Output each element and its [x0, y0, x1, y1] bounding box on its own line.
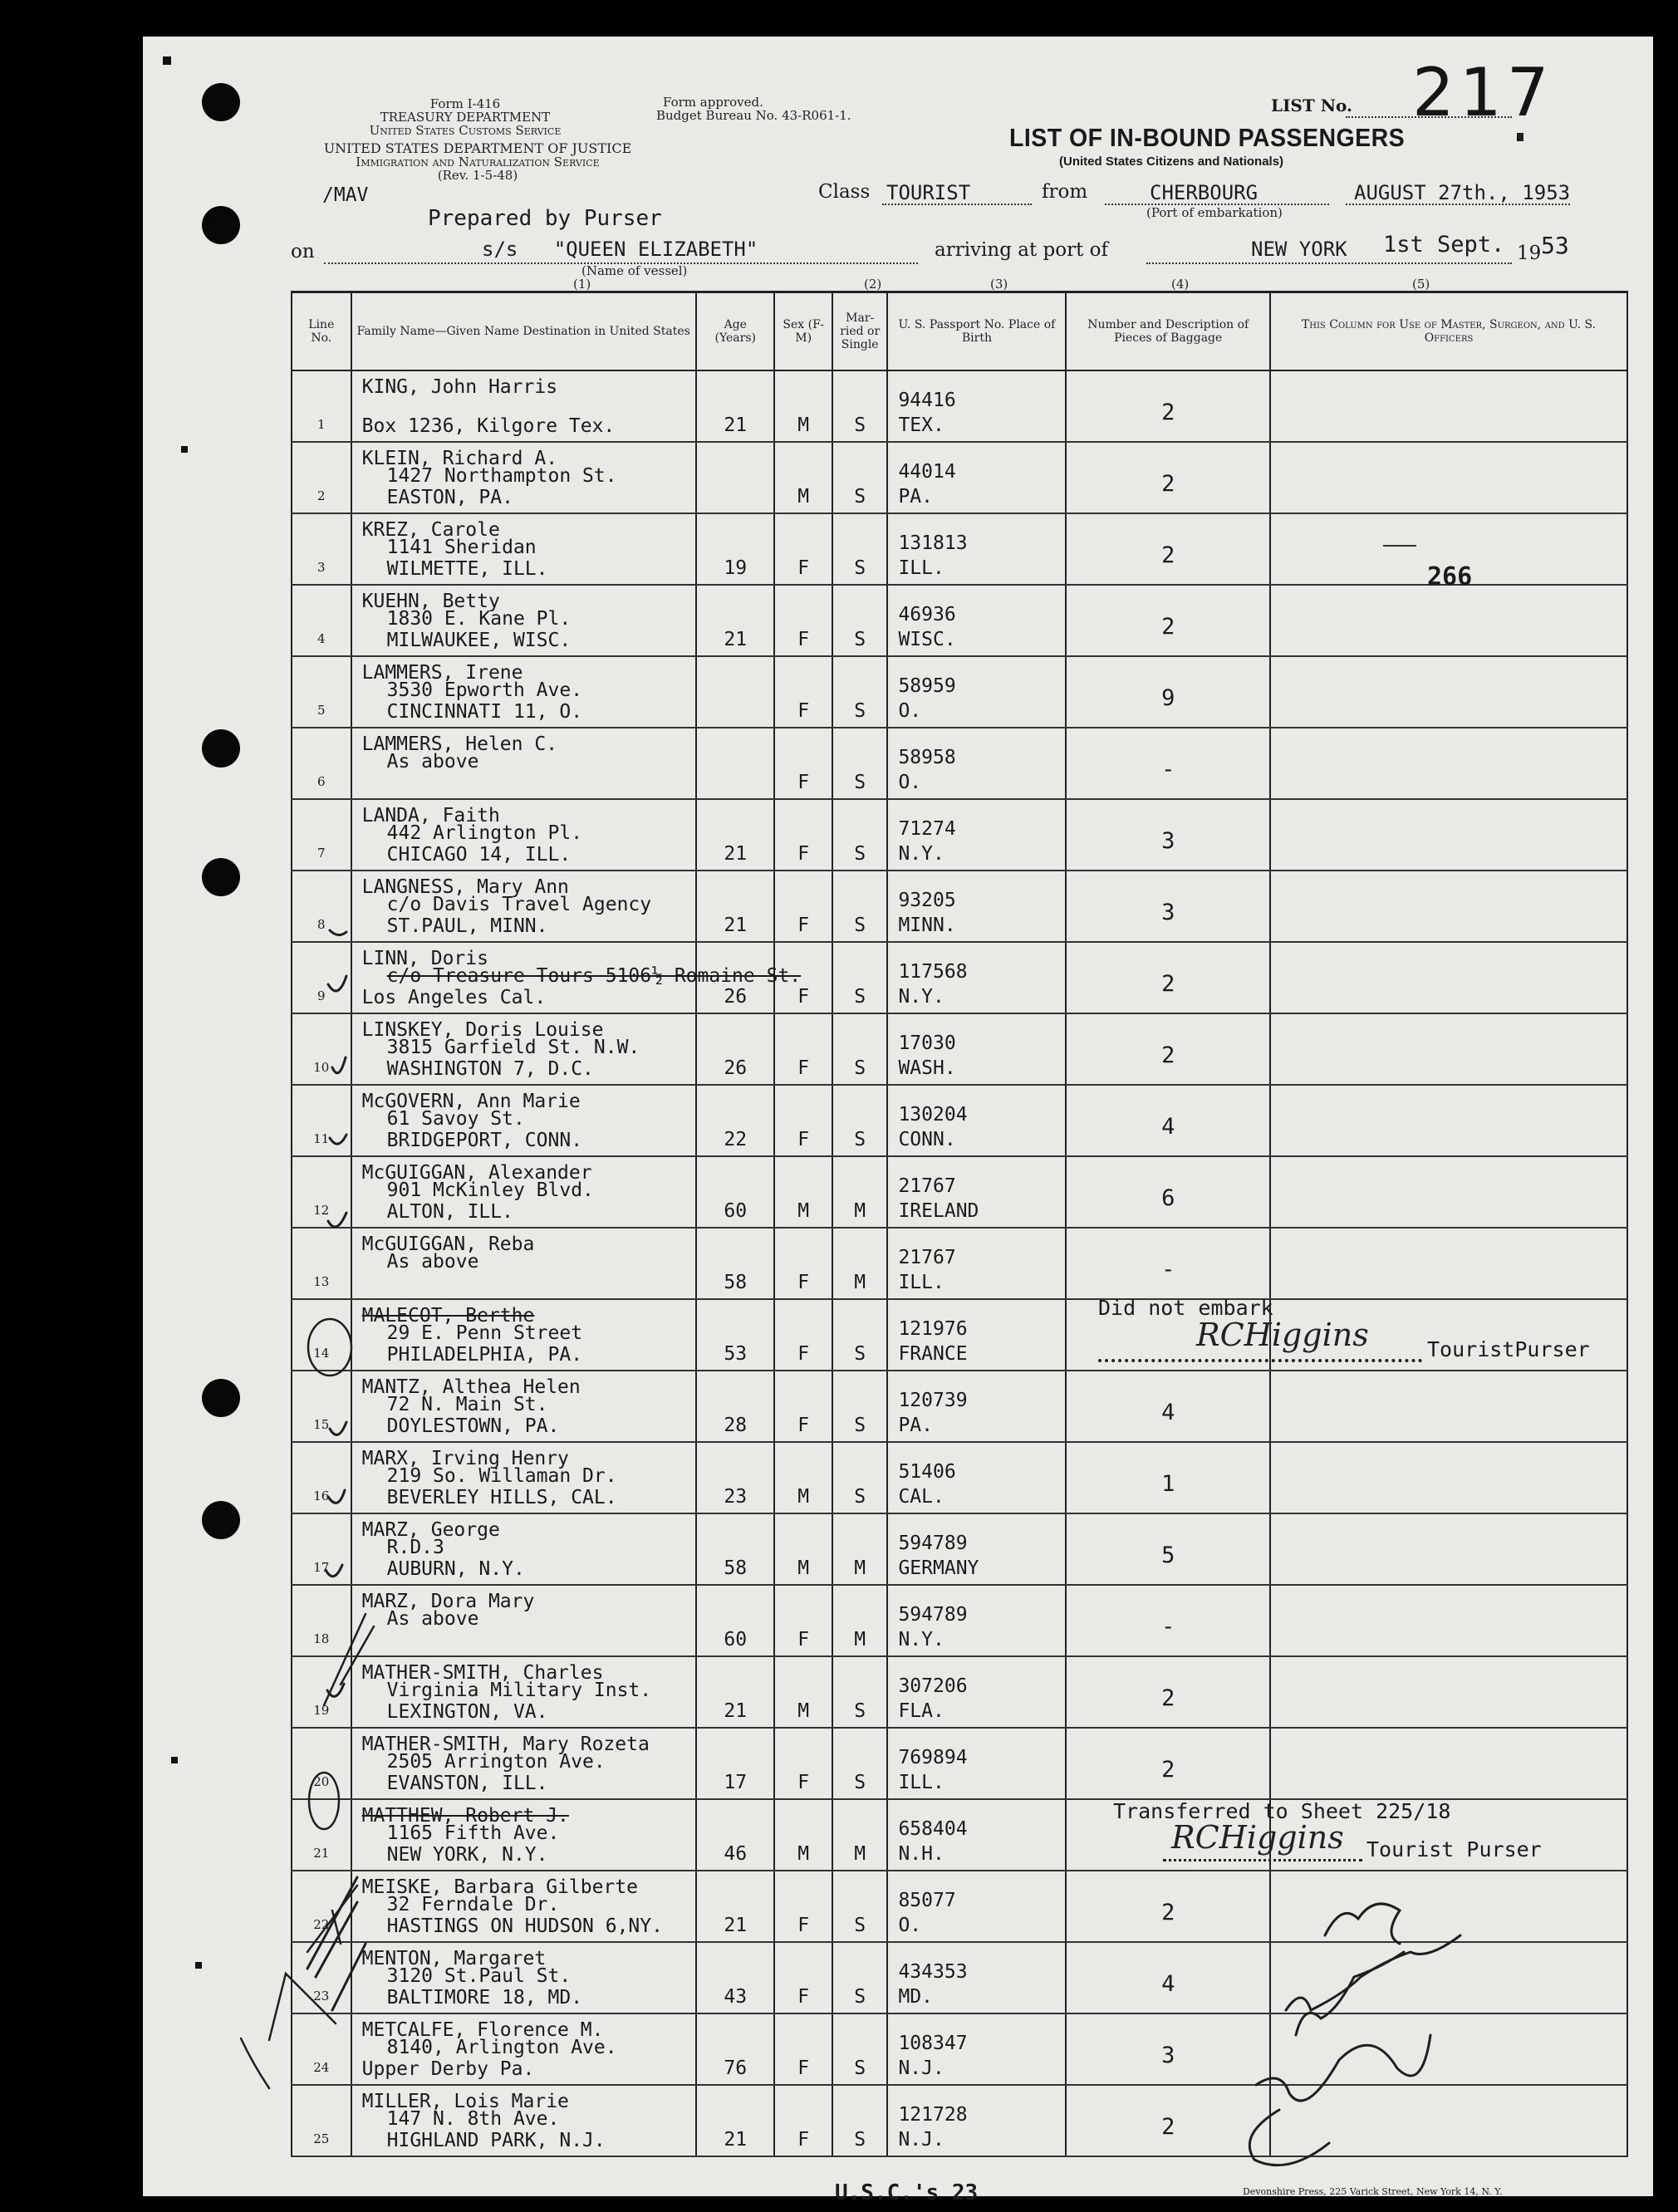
age: 60 — [724, 1629, 748, 1650]
passport-number: 21767 — [898, 1247, 956, 1268]
sex: F — [797, 772, 810, 793]
passport-number: 85077 — [898, 1890, 956, 1911]
passenger-name: MATHER-SMITH, Charles — [361, 1662, 604, 1684]
age: 28 — [724, 1415, 748, 1436]
passport-number: 121728 — [898, 2104, 968, 2126]
arriving-label: arriving at port of — [935, 239, 1108, 261]
passenger-name: MARX, Irving Henry — [361, 1448, 569, 1469]
passport-number: 94416 — [898, 390, 956, 411]
age: 76 — [724, 2058, 748, 2079]
address-line-2: EVANSTON, ILL. — [386, 1773, 548, 1794]
col-baggage: Number and Description of Pieces of Baggage — [1066, 292, 1270, 371]
sex: F — [797, 1415, 810, 1436]
place-of-birth: ILL. — [898, 1272, 944, 1293]
marital-status: S — [854, 1700, 866, 1722]
purser-signature-1: RCHiggins — [1196, 1317, 1369, 1353]
passenger-name: MARZ, George — [361, 1519, 500, 1541]
col-line: Line No. — [292, 292, 351, 371]
address-line-1: 3120 St.Paul St. — [386, 1965, 572, 1987]
age: 60 — [724, 1200, 748, 1222]
address-line-1: As above — [386, 1251, 479, 1273]
age: 43 — [724, 1986, 748, 2008]
year-suffix: 53 — [1541, 232, 1569, 259]
address-line-1: 29 E. Penn Street — [386, 1322, 583, 1344]
col-name: Family Name—Given Name Destination in United States — [351, 292, 697, 371]
line-number: 14 — [313, 1346, 330, 1361]
address-line-2: HIGHLAND PARK, N.J. — [386, 2130, 606, 2151]
address-line-2: BALTIMORE 18, MD. — [386, 1987, 583, 2008]
place-of-birth: N.J. — [898, 2129, 944, 2151]
address-line-2: BRIDGEPORT, CONN. — [386, 1130, 583, 1151]
baggage-count: 2 — [1161, 1757, 1175, 1783]
age: 21 — [724, 2129, 748, 2151]
sex: M — [797, 1486, 810, 1508]
address-line-1: R.D.3 — [386, 1537, 444, 1558]
address-line-2: MILWAUKEE, WISC. — [386, 630, 572, 651]
address-line-1: 32 Ferndale Dr. — [386, 1894, 560, 1915]
departure-date: AUGUST 27th., 1953 — [1354, 181, 1571, 204]
sex: F — [797, 1915, 810, 1936]
sex: M — [797, 1843, 810, 1865]
baggage-count: 2 — [1161, 542, 1175, 568]
port-of-embarkation: CHERBOURG — [1150, 181, 1258, 204]
passenger-name: LANGNESS, Mary Ann — [361, 876, 569, 898]
port-caption: (Port of embarkation) — [1146, 205, 1283, 220]
address-line-1: 442 Arlington Pl. — [386, 822, 583, 844]
line-number: 10 — [313, 1060, 330, 1075]
address-line-2: WILMETTE, ILL. — [386, 558, 548, 580]
age: 46 — [724, 1843, 748, 1865]
list-number: 217 — [1412, 54, 1554, 131]
passenger-name: KREZ, Carole — [361, 519, 500, 541]
passenger-name: MATHER-SMITH, Mary Rozeta — [361, 1734, 650, 1755]
place-of-birth: N.H. — [898, 1843, 944, 1865]
prepared-by: Prepared by Purser — [428, 206, 662, 231]
marital-status: S — [854, 1915, 866, 1936]
footer-printer: Devonshire Press, 225 Varick Street, New York 14, N. Y. — [1243, 2186, 1503, 2197]
address-line-2: Los Angeles Cal. — [361, 987, 547, 1008]
passport-number: 46936 — [898, 604, 956, 625]
purser-signature-2: RCHiggins — [1171, 1819, 1344, 1856]
sex: F — [797, 915, 810, 936]
sex: F — [797, 1986, 810, 2008]
baggage-count: 9 — [1161, 685, 1175, 711]
transferred-note: Transferred to Sheet 225/18 — [1113, 1799, 1451, 1823]
col-age: Age (Years) — [696, 292, 774, 371]
list-label: LIST No. — [1271, 96, 1352, 115]
sex: M — [797, 1200, 810, 1222]
passenger-name: MENTON, Margaret — [361, 1948, 547, 1969]
passport-number: 307206 — [898, 1675, 968, 1697]
address-line-2: PHILADELPHIA, PA. — [386, 1344, 583, 1366]
address-line-1: 901 McKinley Blvd. — [386, 1180, 594, 1201]
address-line-1: 219 So. Willaman Dr. — [386, 1465, 617, 1487]
form-approved: Form approved. — [663, 95, 763, 110]
marital-status: S — [854, 557, 866, 579]
address-line-2: CINCINNATI 11, O. — [386, 701, 583, 723]
passport-number: 93205 — [898, 890, 956, 911]
address-line-2: Box 1236, Kilgore Tex. — [361, 415, 616, 437]
baggage-count: 3 — [1161, 828, 1175, 854]
line-number: 24 — [313, 2060, 330, 2075]
address-line-1: As above — [386, 1608, 479, 1630]
place-of-birth: PA. — [898, 1415, 933, 1436]
marital-status: S — [854, 1986, 866, 2008]
address-line-1: 8140, Arlington Ave. — [386, 2037, 617, 2058]
age: 21 — [724, 915, 748, 936]
sex: F — [797, 843, 810, 865]
address-line-2: WASHINGTON 7, D.C. — [386, 1058, 594, 1080]
passport-number: 658404 — [898, 1818, 968, 1840]
col-ref-1: (1) — [573, 277, 591, 292]
marital-status: S — [854, 2129, 866, 2151]
address-line-1: 1165 Fifth Ave. — [386, 1822, 560, 1844]
sex: F — [797, 1343, 810, 1365]
place-of-birth: ILL. — [898, 1772, 944, 1793]
line-number: 23 — [313, 1989, 330, 2004]
baggage-count: 2 — [1161, 971, 1175, 997]
immigration-label: Immigration and Naturalization Service — [356, 154, 600, 169]
arrival-date: 1st Sept. — [1383, 232, 1505, 257]
passport-number: 121976 — [898, 1318, 968, 1340]
place-of-birth: IRELAND — [898, 1200, 979, 1222]
passenger-name: MEISKE, Barbara Gilberte — [361, 1876, 638, 1898]
passport-number: 120739 — [898, 1390, 968, 1411]
age: 22 — [724, 1129, 748, 1150]
page-subtitle: (United States Citizens and Nationals) — [1059, 154, 1284, 169]
baggage-count: 4 — [1161, 1400, 1175, 1425]
passport-number: 594789 — [898, 1604, 968, 1626]
age: 21 — [724, 1915, 748, 1936]
passport-number: 58958 — [898, 747, 956, 768]
passenger-name: MARZ, Dora Mary — [361, 1591, 535, 1612]
passport-number: 21767 — [898, 1175, 956, 1197]
sex: F — [797, 1629, 810, 1650]
line-number: 20 — [313, 1774, 330, 1789]
age: 58 — [724, 1557, 748, 1579]
sex: F — [797, 557, 810, 579]
baggage-count: - — [1161, 1614, 1175, 1640]
age: 26 — [724, 986, 748, 1008]
address-line-1: 3530 Epworth Ave. — [386, 679, 583, 701]
sex: F — [797, 2058, 810, 2079]
line-number: 19 — [313, 1703, 330, 1718]
vessel-caption: (Name of vessel) — [581, 263, 688, 278]
line-number: 5 — [317, 703, 326, 718]
passport-number: 117568 — [898, 961, 968, 983]
marital-status: M — [854, 1843, 866, 1865]
address-line-2: HASTINGS ON HUDSON 6,NY. — [386, 1915, 663, 1937]
passport-number: 71274 — [898, 818, 956, 840]
address-line-2: Upper Derby Pa. — [361, 2058, 535, 2080]
place-of-birth: FLA. — [898, 1700, 944, 1722]
address-line-1: 2505 Arrington Ave. — [386, 1751, 606, 1773]
marital-status: S — [854, 486, 866, 508]
tourist-purser-2: Tourist Purser — [1366, 1837, 1542, 1861]
age: 58 — [724, 1272, 748, 1293]
sex: M — [797, 1700, 810, 1722]
passenger-name: KING, John Harris — [361, 376, 558, 398]
marital-status: S — [854, 1343, 866, 1365]
line-number: 12 — [313, 1203, 330, 1218]
treasury-label: TREASURY DEPARTMENT — [380, 110, 551, 125]
sex: F — [797, 1129, 810, 1150]
place-of-birth: N.J. — [898, 2058, 944, 2079]
place-of-birth: N.Y. — [898, 1629, 944, 1650]
address-line-1: 72 N. Main St. — [386, 1394, 548, 1415]
vessel-name: s/s "QUEEN ELIZABETH" — [482, 238, 758, 261]
passport-number: 594789 — [898, 1533, 968, 1554]
age: 21 — [724, 629, 748, 650]
baggage-count: 1 — [1161, 1471, 1175, 1497]
passport-number: 131813 — [898, 532, 968, 554]
passenger-name: LANDA, Faith — [361, 805, 500, 826]
col-passport: U. S. Passport No. Place of Birth — [887, 292, 1066, 371]
baggage-count: 2 — [1161, 614, 1175, 640]
address-line-2: LEXINGTON, VA. — [386, 1701, 548, 1723]
age: 21 — [724, 1700, 748, 1722]
baggage-count: 4 — [1161, 1971, 1175, 1997]
line-number: 7 — [317, 846, 326, 861]
address-line-1: c/o Treasure Tours 5106½ Romaine St. — [386, 965, 802, 987]
from-label: from — [1042, 181, 1088, 203]
line-number: 2 — [317, 488, 326, 503]
marital-status: M — [854, 1200, 866, 1222]
address-line-2: CHICAGO 14, ILL. — [386, 844, 572, 866]
marital-status: S — [854, 414, 866, 436]
baggage-count: 2 — [1161, 1042, 1175, 1068]
age: 21 — [724, 414, 748, 436]
marital-status: M — [854, 1557, 866, 1579]
baggage-count: 2 — [1161, 471, 1175, 497]
marital-status: S — [854, 629, 866, 650]
col-ref-4: (4) — [1171, 277, 1190, 292]
justice-label: UNITED STATES DEPARTMENT OF JUSTICE — [323, 140, 632, 156]
baggage-count: 2 — [1161, 1900, 1175, 1925]
baggage-count: 2 — [1161, 1685, 1175, 1711]
initials: /MAV — [322, 184, 369, 206]
baggage-count: 4 — [1161, 1114, 1175, 1140]
address-line-2: DOYLESTOWN, PA. — [386, 1415, 560, 1437]
baggage-count: 3 — [1161, 900, 1175, 925]
sex: F — [797, 629, 810, 650]
class-value: TOURIST — [886, 181, 971, 204]
passport-number: 434353 — [898, 1961, 968, 1983]
year-prefix: 19 — [1517, 243, 1542, 264]
address-line-1: c/o Davis Travel Agency — [386, 894, 652, 915]
marital-status: S — [854, 1057, 866, 1079]
age: 53 — [724, 1343, 748, 1365]
passenger-name: LAMMERS, Irene — [361, 662, 523, 684]
line-number: 17 — [313, 1560, 330, 1575]
address-line-2: NEW YORK, N.Y. — [386, 1844, 548, 1866]
passenger-name: METCALFE, Florence M. — [361, 2019, 604, 2041]
passenger-name: MANTZ, Althea Helen — [361, 1376, 581, 1398]
place-of-birth: CONN. — [898, 1129, 956, 1150]
sex: F — [797, 1772, 810, 1793]
baggage-count: - — [1161, 757, 1175, 782]
passenger-name: MATTHEW, Robert J. — [361, 1805, 569, 1827]
address-line-2: BEVERLEY HILLS, CAL. — [386, 1487, 617, 1508]
place-of-birth: N.Y. — [898, 986, 944, 1008]
line-number: 6 — [317, 774, 326, 789]
col-officers: This Column for Use of Master, Surgeon, and U. S. Officers — [1270, 292, 1627, 371]
address-line-1: Virginia Military Inst. — [386, 1680, 652, 1701]
sex: F — [797, 1272, 810, 1293]
line-number: 8 — [317, 917, 326, 932]
passenger-name: McGUIGGAN, Alexander — [361, 1162, 592, 1184]
passenger-name: McGUIGGAN, Reba — [361, 1234, 535, 1255]
place-of-birth: ILL. — [898, 557, 944, 579]
address-line-2: ALTON, ILL. — [386, 1201, 513, 1223]
passport-number: 44014 — [898, 461, 956, 483]
address-line-1: 147 N. 8th Ave. — [386, 2108, 560, 2130]
line-number: 16 — [313, 1489, 330, 1503]
address-line-1: 61 Savoy St. — [386, 1108, 525, 1130]
marital-status: S — [854, 2058, 866, 2079]
passenger-name: MILLER, Lois Marie — [361, 2091, 569, 2112]
sex: F — [797, 986, 810, 1008]
marital-status: S — [854, 1772, 866, 1793]
line-number: 18 — [313, 1631, 330, 1646]
budget-bureau: Budget Bureau No. 43-R061-1. — [656, 108, 851, 123]
baggage-count: - — [1161, 1257, 1175, 1283]
address-line-1: 1427 Northampton St. — [386, 465, 617, 487]
col-ref-3: (3) — [990, 277, 1008, 292]
did-not-embark-note: Did not embark — [1098, 1296, 1273, 1320]
passenger-name: KLEIN, Richard A. — [361, 448, 558, 469]
passenger-name: McGOVERN, Ann Marie — [361, 1091, 581, 1112]
address-line-1: As above — [386, 751, 479, 772]
sex: F — [797, 700, 810, 722]
col-married: Mar-ried or Single — [832, 292, 888, 371]
passport-number: 58959 — [898, 675, 956, 697]
class-label: Class — [818, 181, 871, 203]
note-266: 266 — [1427, 562, 1473, 591]
place-of-birth: CAL. — [898, 1486, 944, 1508]
address-line-1: 1141 Sheridan — [386, 537, 537, 558]
marital-status: S — [854, 986, 866, 1008]
baggage-count: 2 — [1161, 2114, 1175, 2140]
passenger-name: LINN, Doris — [361, 948, 488, 969]
sex: M — [797, 414, 810, 436]
col-sex: Sex (F-M) — [774, 292, 832, 371]
marital-status: M — [854, 1272, 866, 1293]
passenger-name: KUEHN, Betty — [361, 591, 500, 612]
sex: M — [797, 1557, 810, 1579]
place-of-birth: WASH. — [898, 1057, 956, 1079]
line-number: 22 — [313, 1917, 330, 1932]
age: 19 — [724, 557, 748, 579]
place-of-birth: MINN. — [898, 915, 956, 936]
place-of-birth: O. — [898, 1915, 922, 1936]
line-number: 15 — [313, 1417, 330, 1432]
line-number: 13 — [313, 1274, 330, 1289]
col-ref-2: (2) — [864, 277, 882, 292]
address-line-2: AUBURN, N.Y. — [386, 1558, 525, 1580]
baggage-count: 2 — [1161, 400, 1175, 425]
passport-number: 51406 — [898, 1461, 956, 1483]
line-number: 3 — [317, 560, 326, 575]
line-number: 9 — [317, 988, 326, 1003]
on-label: on — [291, 241, 315, 262]
age: 21 — [724, 843, 748, 865]
place-of-birth: FRANCE — [898, 1343, 968, 1365]
marital-status: S — [854, 1486, 866, 1508]
baggage-count: 5 — [1161, 1543, 1175, 1568]
place-of-birth: PA. — [898, 486, 933, 508]
baggage-count: 3 — [1161, 2043, 1175, 2068]
revision-label: (Rev. 1-5-48) — [437, 168, 518, 183]
place-of-birth: O. — [898, 772, 922, 793]
passenger-name: LAMMERS, Helen C. — [361, 733, 558, 755]
age: 23 — [724, 1486, 748, 1508]
place-of-birth: O. — [898, 700, 922, 722]
place-of-birth: WISC. — [898, 629, 956, 650]
line-number: 25 — [313, 2131, 330, 2146]
sex: M — [797, 486, 810, 508]
arrival-port: NEW YORK — [1251, 238, 1347, 261]
place-of-birth: MD. — [898, 1986, 933, 2008]
place-of-birth: N.Y. — [898, 843, 944, 865]
page-title: LIST OF IN-BOUND PASSENGERS — [1009, 123, 1406, 152]
marital-status: S — [854, 843, 866, 865]
line-number: 1 — [317, 417, 326, 432]
address-line-2: EASTON, PA. — [386, 487, 513, 508]
marital-status: S — [854, 915, 866, 936]
sex: F — [797, 1057, 810, 1079]
marital-status: S — [854, 1415, 866, 1436]
baggage-count: 6 — [1161, 1185, 1175, 1211]
passport-number: 769894 — [898, 1747, 968, 1768]
line-number: 21 — [313, 1846, 330, 1861]
customs-label: United States Customs Service — [369, 123, 562, 138]
form-number: Form I-416 — [429, 96, 501, 111]
marital-status: M — [854, 1629, 866, 1650]
line-number: 4 — [317, 631, 326, 646]
age: 17 — [724, 1772, 748, 1793]
place-of-birth: TEX. — [898, 414, 944, 436]
footer-usc: U.S.C.'s 23 — [835, 2180, 979, 2205]
passport-number: 130204 — [898, 1104, 968, 1126]
marital-status: S — [854, 772, 866, 793]
marital-status: S — [854, 1129, 866, 1150]
col-ref-5: (5) — [1412, 277, 1430, 292]
marital-status: S — [854, 700, 866, 722]
line-number: 11 — [313, 1131, 330, 1146]
passenger-name: MALECOT, Berthe — [361, 1305, 535, 1327]
passenger-name: LINSKEY, Doris Louise — [361, 1019, 604, 1041]
passport-number: 17030 — [898, 1032, 956, 1054]
age: 26 — [724, 1057, 748, 1079]
tourist-purser-1: TouristPurser — [1427, 1337, 1590, 1361]
address-line-1: 3815 Garfield St. N.W. — [386, 1037, 640, 1058]
address-line-2: ST.PAUL, MINN. — [386, 915, 548, 937]
address-line-1: 1830 E. Kane Pl. — [386, 608, 572, 630]
passport-number: 108347 — [898, 2033, 968, 2054]
place-of-birth: GERMANY — [898, 1557, 979, 1579]
sex: F — [797, 2129, 810, 2151]
